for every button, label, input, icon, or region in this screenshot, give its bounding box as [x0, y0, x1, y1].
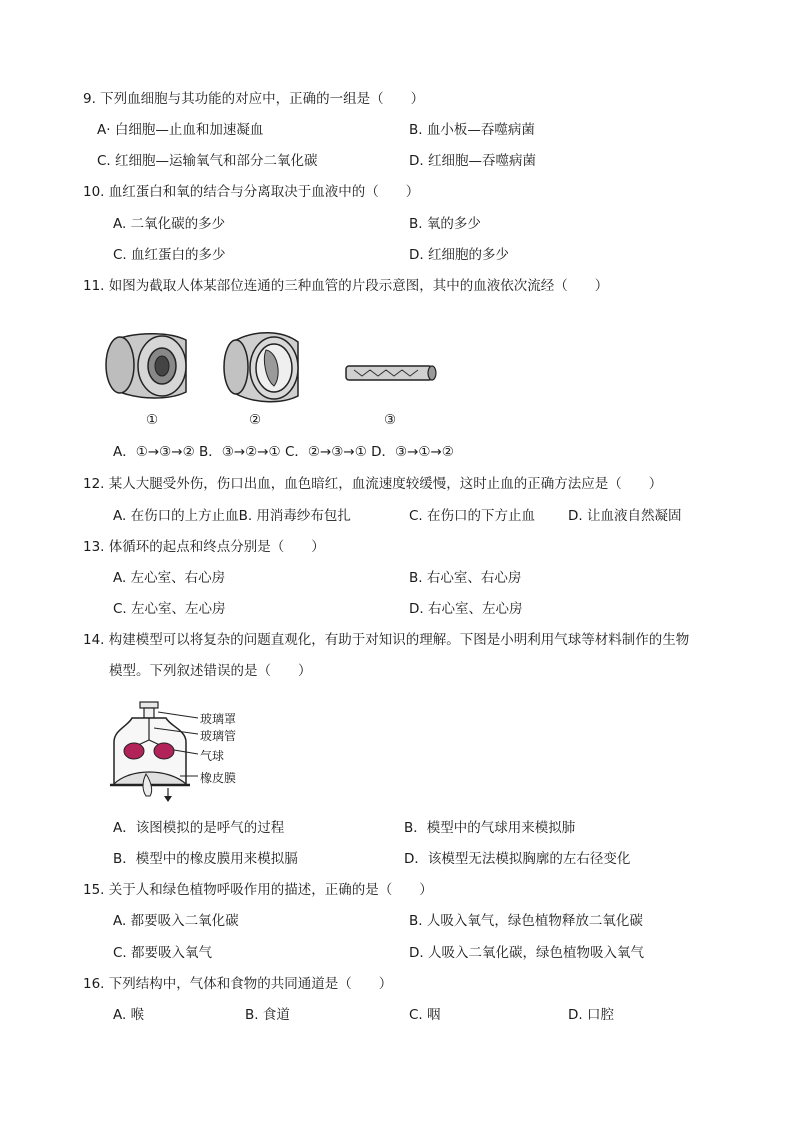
question-9-stem: 9. 下列血细胞与其功能的对应中，正确的一组是（ ） — [83, 91, 425, 107]
figure-label-3: ③ — [384, 412, 397, 428]
question-12-option-d: D. 让血液自然凝固 — [568, 508, 682, 524]
question-9-option-d: D. 红细胞—吞噬病菌 — [409, 153, 536, 169]
vessel-3-capillary-icon — [346, 366, 436, 380]
question-14-option-c: B．模型中的橡皮膜用来模拟膈 — [113, 851, 298, 867]
model-label-membrane: 橡皮膜 — [200, 771, 237, 785]
question-10-option-d: D. 红细胞的多少 — [409, 247, 509, 263]
question-13-stem: 13. 体循环的起点和终点分别是（ ） — [83, 539, 325, 555]
question-16-option-d: D. 口腔 — [568, 1007, 614, 1023]
question-13-option-b: B. 右心室、右心房 — [409, 570, 522, 586]
question-13-option-c: C. 左心室、左心房 — [113, 601, 226, 617]
question-16-stem: 16. 下列结构中，气体和食物的共同通道是（ ） — [83, 976, 393, 992]
question-11-options: A．①→③→② B．③→②→① C．②→③→① D．③→①→② — [113, 444, 454, 460]
question-15-option-b: B. 人吸入氧气，绿色植物释放二氧化碳 — [409, 913, 643, 929]
bell-jar-model-figure — [110, 700, 210, 804]
question-10-option-b: B. 氧的多少 — [409, 216, 481, 232]
question-15-option-c: C. 都要吸入氧气 — [113, 945, 213, 961]
question-14-stem: 14. 构建模型可以将复杂的问题直观化，有助于对知识的理解。下图是小明利用气球等材料制作的生物 — [83, 632, 690, 648]
question-14-option-b: B．模型中的气球用来模拟肺 — [404, 820, 576, 836]
question-15-option-a: A. 都要吸入二氧化碳 — [113, 913, 239, 929]
question-14-option-a: A．该图模拟的是呼气的过程 — [113, 820, 285, 836]
question-10-stem: 10. 血红蛋白和氧的结合与分离取决于血液中的（ ） — [83, 184, 420, 200]
question-9-option-b: B. 血小板—吞噬病菌 — [409, 122, 535, 138]
question-13-option-a: A. 左心室、右心房 — [113, 570, 226, 586]
figure-label-2: ② — [249, 412, 262, 428]
figure-label-1: ① — [146, 412, 159, 428]
model-label-bell-jar: 玻璃罩 — [200, 712, 237, 726]
question-12-option-ab: A. 在伤口的上方止血B. 用消毒纱布包扎 — [113, 508, 351, 524]
question-15-stem: 15. 关于人和绿色植物呼吸作用的描述，正确的是（ ） — [83, 882, 433, 898]
vessel-2-vein-icon — [224, 333, 298, 402]
question-14-stem-cont: 模型。下列叙述错误的是（ ） — [109, 663, 312, 679]
model-label-balloon: 气球 — [200, 749, 225, 763]
question-12-option-c: C. 在伤口的下方止血 — [409, 508, 536, 524]
question-12-stem: 12. 某人大腿受外伤，伤口出血，血色暗红，血流速度较缓慢，这时止血的正确方法应是（ ） — [83, 476, 663, 492]
blood-vessels-figure — [100, 330, 450, 410]
question-16-option-a: A. 喉 — [113, 1007, 145, 1023]
model-label-glass-tube: 玻璃管 — [200, 729, 237, 743]
question-9-option-a: A· 白细胞—止血和加速凝血 — [97, 122, 264, 138]
question-11-stem: 11. 如图为截取人体某部位连通的三种血管的片段示意图，其中的血液依次流经（ ） — [83, 278, 609, 294]
question-13-option-d: D. 右心室、左心房 — [409, 601, 523, 617]
vessel-1-artery-icon — [106, 334, 186, 398]
down-arrow-icon — [164, 788, 172, 802]
question-9-option-c: C. 红细胞—运输氧气和部分二氧化碳 — [97, 153, 318, 169]
question-10-option-a: A. 二氧化碳的多少 — [113, 216, 226, 232]
question-14-option-d: D．该模型无法模拟胸廓的左右径变化 — [404, 851, 631, 867]
question-16-option-c: C. 咽 — [409, 1007, 441, 1023]
question-16-option-b: B. 食道 — [245, 1007, 290, 1023]
question-15-option-d: D. 人吸入二氧化碳，绿色植物吸入氧气 — [409, 945, 644, 961]
question-10-option-c: C. 血红蛋白的多少 — [113, 247, 226, 263]
